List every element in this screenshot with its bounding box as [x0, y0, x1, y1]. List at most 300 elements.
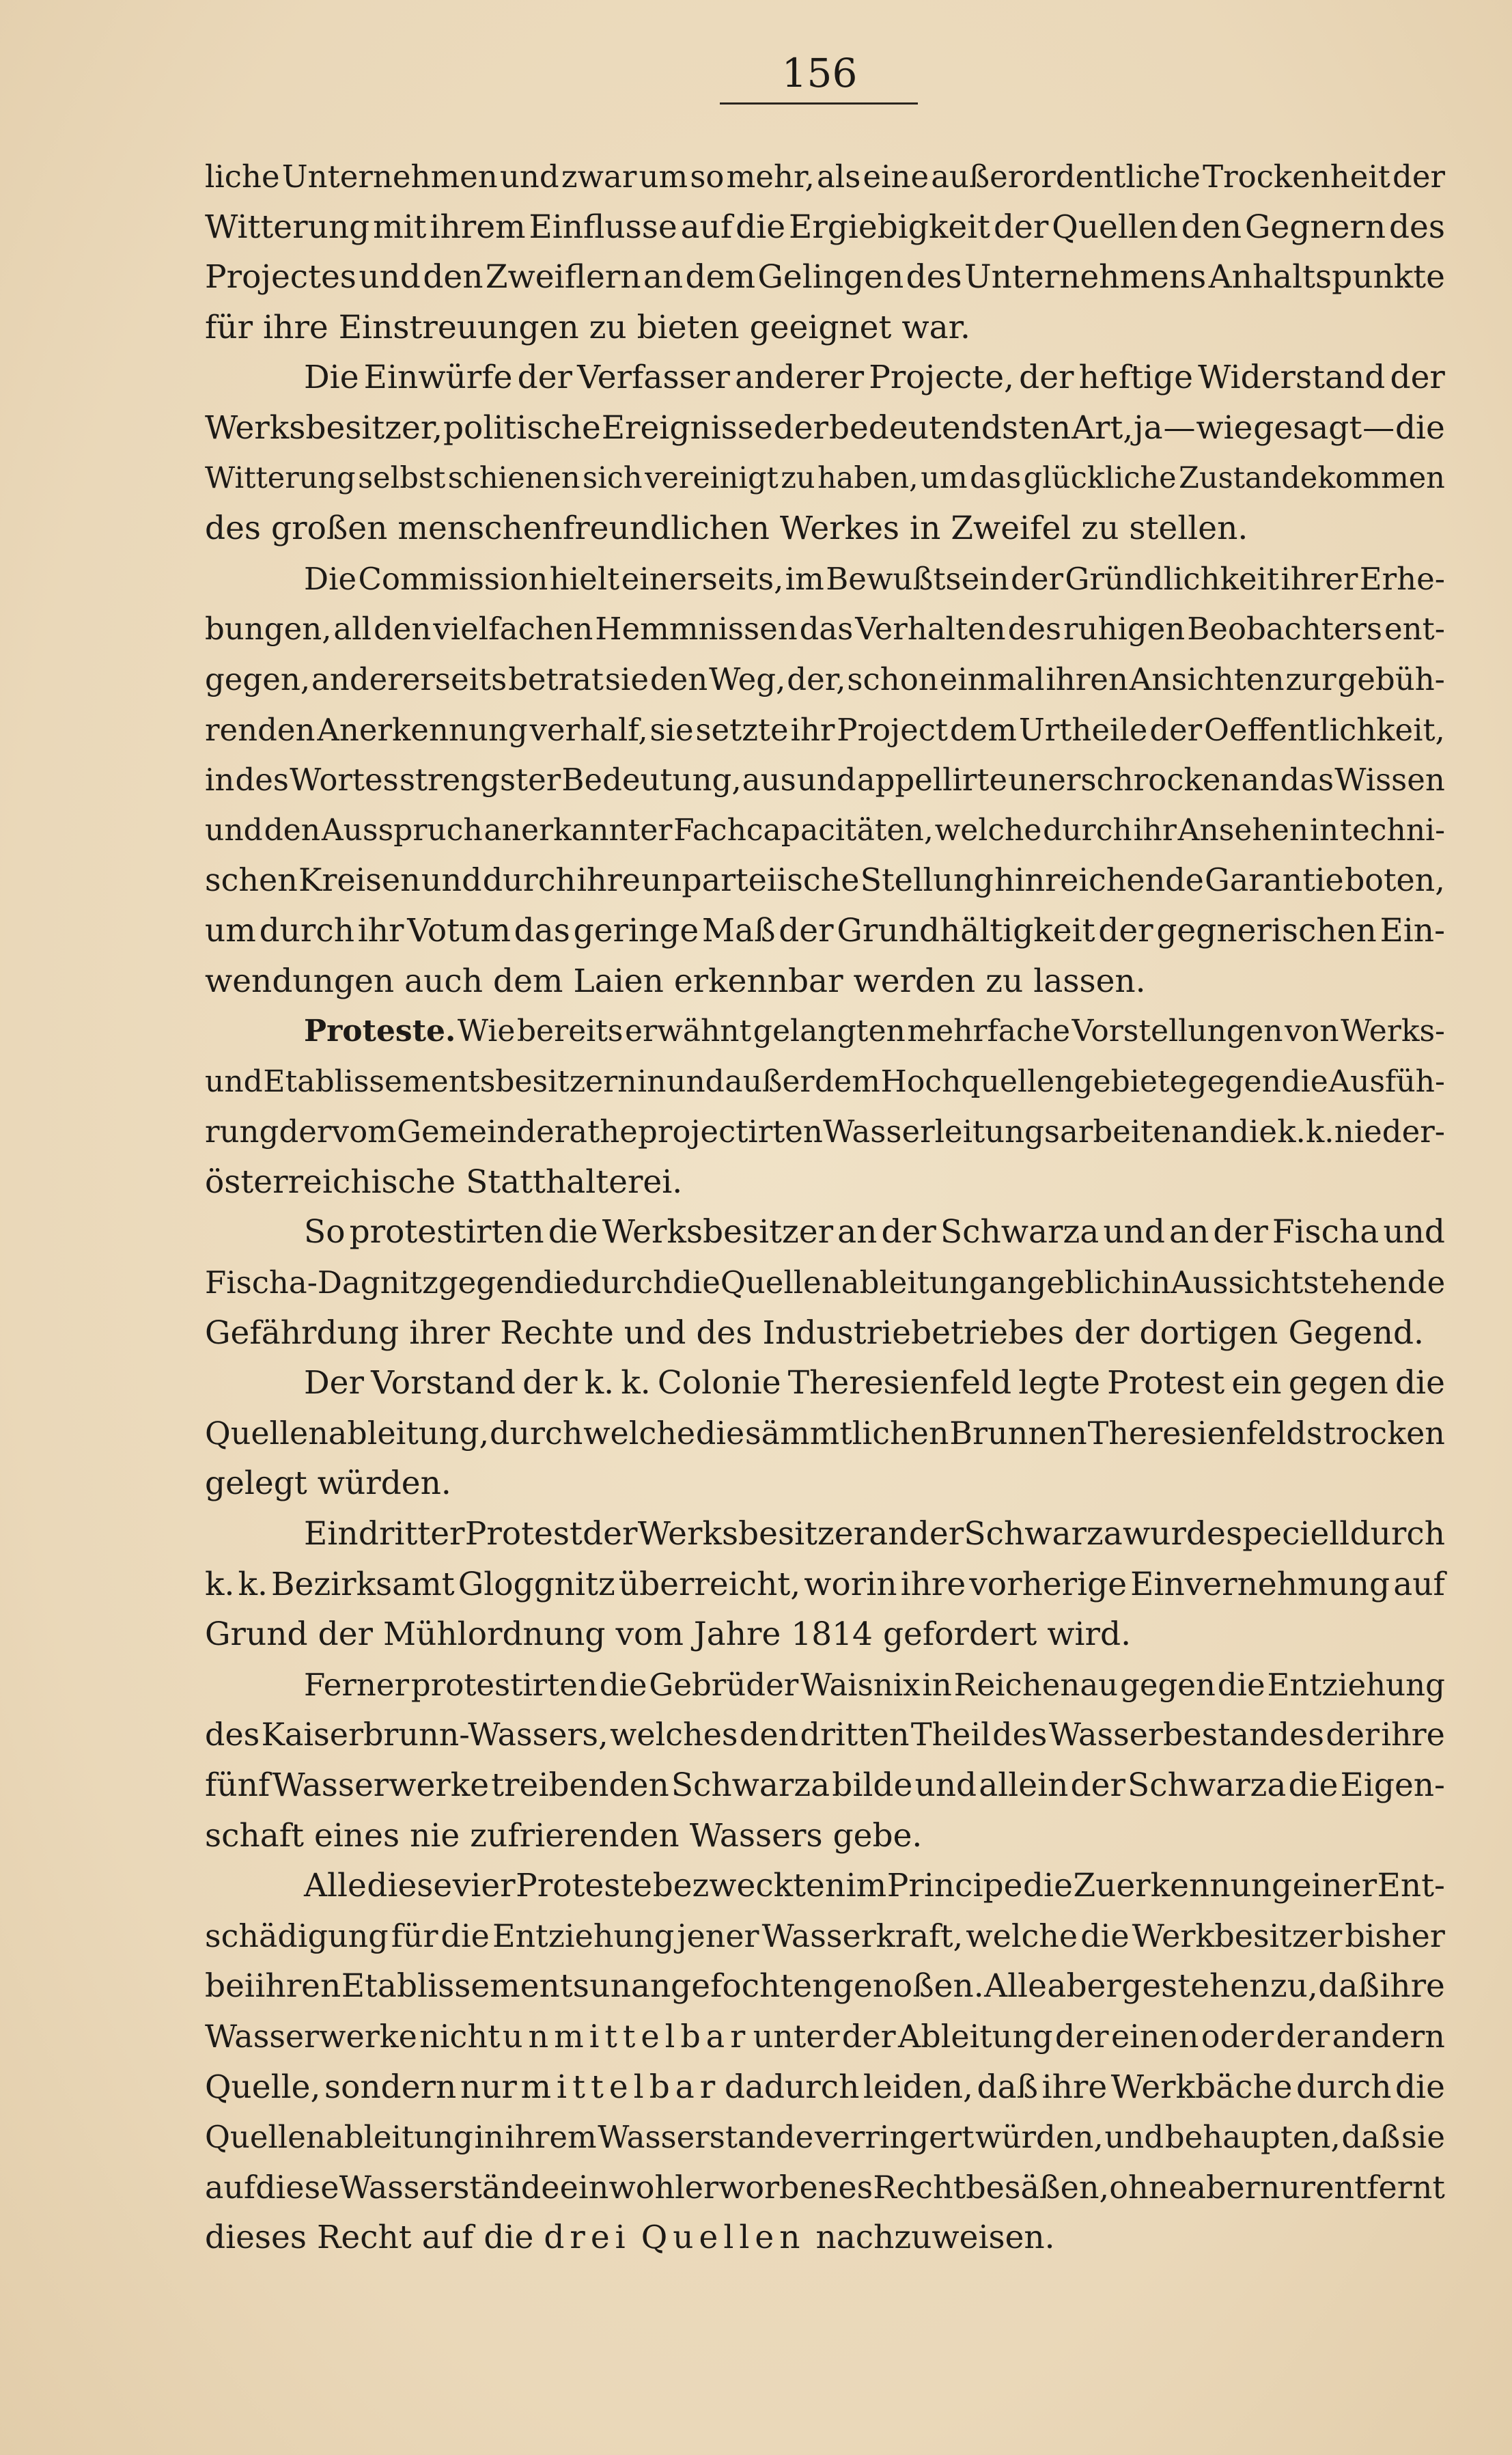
word: Eigen- — [1340, 1766, 1445, 1804]
word: schon — [847, 661, 938, 697]
word: Principe — [886, 1867, 1023, 1905]
word: ihre — [1381, 1716, 1445, 1753]
word: und — [796, 762, 856, 799]
word: der — [1054, 2017, 1109, 2055]
word: die — [1395, 2068, 1445, 2106]
word: um — [639, 158, 688, 195]
word: zu — [781, 460, 815, 495]
word: ihren — [1046, 661, 1128, 697]
word: der — [1213, 1213, 1268, 1251]
word: Unternehmen — [281, 158, 498, 195]
word: schen — [205, 861, 298, 899]
word: sie — [1401, 2119, 1445, 2156]
word: das — [799, 611, 854, 648]
word: Ein- — [1380, 911, 1445, 949]
word: des — [1007, 611, 1062, 648]
word: die — [1229, 1113, 1277, 1150]
word: einmal — [939, 661, 1045, 697]
word: unangefochten — [589, 1967, 833, 2006]
word: — — [1163, 408, 1196, 447]
word: nachzuweisen. — [815, 2219, 1055, 2257]
word: nie — [410, 1816, 460, 1855]
word: wendungen — [205, 962, 395, 1000]
word: gegnerischen — [1156, 911, 1377, 949]
word: Erhe- — [1359, 560, 1445, 597]
word: zu — [589, 308, 627, 346]
word: Werksbesitzer — [602, 1213, 834, 1251]
word: und — [914, 1766, 977, 1804]
word: des — [1388, 208, 1445, 246]
word: das — [970, 460, 1022, 495]
text-line — [205, 2012, 1445, 2062]
word: zur — [1285, 661, 1336, 697]
word: selbst — [358, 460, 446, 495]
word: Grundhältigkeit — [837, 911, 1095, 949]
word: der — [1074, 1314, 1130, 1352]
word: Ausspruch — [321, 812, 483, 848]
text-line — [205, 202, 1445, 253]
word: aber — [1187, 2168, 1260, 2206]
word: So — [304, 1213, 346, 1251]
word: Oeffentlichkeit, — [1204, 711, 1445, 748]
word: in — [910, 510, 941, 548]
word: Fischa-Dagnitz — [205, 1264, 438, 1301]
word: den — [649, 661, 708, 697]
text-line — [205, 1358, 1445, 1409]
word: einerseits, — [621, 560, 784, 597]
word: Zweiflern — [485, 258, 641, 296]
word: betrat — [508, 661, 604, 697]
word: lassen. — [1033, 962, 1146, 1000]
word: haben, — [817, 460, 919, 495]
word: gegen — [1120, 1666, 1216, 1703]
text-line — [205, 1660, 1445, 1710]
word: und — [499, 158, 559, 195]
word: Widerstand — [1198, 359, 1386, 397]
word: daß — [1341, 2119, 1401, 2156]
word: ein — [559, 2168, 609, 2206]
word: an — [1169, 1213, 1209, 1251]
word: Hochquellengebiete — [880, 1064, 1188, 1099]
text-line — [205, 303, 1445, 353]
word: die — [533, 1264, 582, 1301]
word: nur — [1259, 2168, 1316, 2206]
word: unerschrocken — [1008, 762, 1241, 799]
word: der — [773, 408, 829, 447]
word: in — [1140, 1264, 1171, 1301]
word: zwar — [561, 158, 637, 195]
word: gegen — [1188, 1064, 1281, 1099]
body-text — [205, 152, 1445, 2263]
word: Einflusse — [529, 208, 677, 246]
word: des — [992, 1716, 1048, 1753]
word: sich — [583, 460, 643, 495]
word: Recht — [317, 2219, 412, 2257]
word: Gefährdung — [205, 1314, 400, 1352]
word: all — [333, 611, 372, 648]
word: schädigung — [205, 1917, 389, 1954]
word: Ausfüh- — [1328, 1064, 1445, 1099]
word: nur — [460, 2068, 517, 2106]
word: strengster — [399, 762, 561, 799]
word: hielt — [549, 560, 620, 597]
word: gelangten — [753, 1014, 906, 1049]
word: Project — [837, 711, 949, 748]
word: zu, — [1270, 1967, 1318, 2006]
word: um — [921, 460, 968, 495]
word: mehrfache — [907, 1014, 1071, 1049]
word: den — [423, 258, 484, 296]
word: bilde — [832, 1766, 913, 1804]
word: Wasserwerke — [272, 1766, 490, 1804]
word: ihre — [576, 861, 641, 899]
word: behaupten, — [1164, 2119, 1341, 2156]
word: oder — [1201, 2017, 1274, 2055]
word: Gelingen — [757, 258, 904, 296]
word: unmittelbar — [502, 2017, 751, 2055]
word: Etablissementsbesitzern — [263, 1064, 637, 1099]
word: unter — [753, 2017, 840, 2055]
word: Anhaltspunkte — [1208, 258, 1445, 296]
word: Quellenableitung — [205, 2119, 473, 2156]
word: Werkes — [779, 510, 900, 548]
word: ja — [1134, 408, 1163, 447]
text-line — [205, 2163, 1445, 2213]
word: die — [548, 1213, 598, 1251]
word: bungen, — [205, 611, 332, 648]
word: ihre — [263, 308, 328, 346]
word: überreicht, — [618, 1565, 801, 1603]
word: eine — [863, 158, 929, 195]
word: zu — [985, 962, 1024, 1000]
word: die — [1217, 1666, 1265, 1703]
word: für — [391, 1917, 438, 1954]
word: Jahre — [693, 1615, 781, 1654]
word: Protest — [1107, 1364, 1225, 1402]
word: Wissen — [1334, 762, 1445, 799]
word: so — [690, 158, 725, 195]
word: geringe — [573, 911, 699, 949]
word: Maß — [701, 911, 776, 949]
word: k. — [621, 1364, 651, 1402]
word: welches — [610, 1716, 738, 1753]
page-number-rule — [720, 102, 918, 105]
word: durch — [482, 861, 576, 899]
word: heftige — [1078, 359, 1193, 397]
word: vielfachen — [433, 611, 593, 648]
word: Einstreuungen — [338, 308, 579, 346]
word: Urtheile — [1018, 711, 1148, 748]
text-line — [205, 1509, 1445, 1559]
text-line — [205, 1458, 1445, 1509]
text-line — [205, 654, 1445, 705]
word: sie — [649, 711, 694, 748]
word: dritter — [358, 1515, 465, 1553]
word: ihr — [790, 711, 835, 748]
word: Wie — [457, 1014, 516, 1049]
word: welche — [966, 1917, 1078, 1954]
word: einen — [1110, 2017, 1199, 2055]
word: Die — [304, 359, 359, 397]
word: erwähnt — [624, 1014, 752, 1049]
word: Kaiserbrunn-Wassers, — [261, 1716, 608, 1753]
word: ihre — [1380, 1967, 1445, 2006]
word: bezweckten — [652, 1867, 846, 1905]
word: Projectes — [205, 258, 356, 296]
word: glückliche — [1023, 460, 1177, 495]
word: und — [624, 1314, 686, 1352]
word: mit — [373, 208, 427, 246]
word: Proteste — [516, 1867, 653, 1905]
text-line — [205, 604, 1445, 654]
word: Gloggnitz — [458, 1565, 615, 1603]
word: jener — [677, 1917, 759, 1954]
word: ihrem — [505, 2119, 597, 2156]
word: andererseits — [311, 661, 507, 697]
word: der — [1019, 359, 1074, 397]
word: Werkbäche — [1110, 2068, 1293, 2106]
word: Wasserbestandes — [1048, 1716, 1324, 1753]
word: rung — [205, 1113, 279, 1150]
word: treibenden — [491, 1766, 669, 1804]
word: ein — [1231, 1364, 1282, 1402]
word: der — [318, 1615, 374, 1654]
text-line — [205, 2062, 1445, 2113]
word: k. — [238, 1565, 268, 1603]
word: genoßen. — [832, 1967, 984, 2006]
word: Wortes — [290, 762, 399, 799]
word: und — [421, 861, 482, 899]
word: Ein — [304, 1515, 359, 1553]
text-line — [205, 454, 1445, 504]
word: Einvernehmung — [1130, 1565, 1390, 1603]
word: würden, — [975, 2119, 1104, 2156]
word: die — [484, 2219, 534, 2257]
word: des — [696, 1314, 753, 1352]
word: der — [583, 1515, 638, 1553]
word: anderer — [735, 359, 865, 397]
word: und — [1383, 1213, 1445, 1251]
word: an — [837, 1213, 878, 1251]
word: und — [205, 1064, 263, 1099]
word: wie — [1196, 408, 1253, 447]
word: und — [205, 812, 263, 848]
word: die — [673, 1264, 720, 1301]
word: ruhigen — [1063, 611, 1186, 648]
word: der — [1390, 359, 1445, 397]
word: Laien — [573, 962, 664, 1000]
word: Alle — [984, 1967, 1047, 2006]
word: dieses — [205, 2219, 307, 2257]
word: von — [1284, 1014, 1339, 1049]
word: Ansichten — [1129, 661, 1285, 697]
word: gebe. — [832, 1816, 923, 1855]
word: und — [667, 1064, 725, 1099]
word: Art, — [1071, 408, 1134, 447]
word: Werks- — [1341, 1014, 1445, 1049]
word: Wasserstände — [339, 2168, 560, 2206]
word: gelegt — [205, 1465, 307, 1503]
word: Quellenableitung — [720, 1264, 989, 1301]
word: Industriebetriebes — [762, 1314, 1065, 1352]
word: Unternehmens — [964, 258, 1207, 296]
word: werden — [853, 962, 976, 1000]
text-line — [205, 956, 1445, 1007]
word: anerkannter — [484, 812, 673, 848]
word: speciell — [1226, 1515, 1350, 1553]
word: k. — [1305, 1113, 1334, 1150]
word: auf — [421, 2219, 474, 2257]
word: legte — [1018, 1364, 1100, 1402]
word: entfernt — [1315, 2168, 1445, 2206]
text-line — [205, 352, 1445, 403]
text-line — [205, 705, 1445, 755]
word: und — [1103, 1213, 1165, 1251]
word: Bezirksamt — [270, 1565, 455, 1603]
word: durch — [259, 911, 354, 949]
word: ihrer — [409, 1314, 490, 1352]
word: gegen — [1288, 1364, 1388, 1402]
word: im — [845, 1867, 887, 1905]
word: diese — [255, 2168, 339, 2206]
word: Alle — [304, 1867, 367, 1905]
word: sie — [604, 661, 649, 697]
word: ihr — [357, 911, 404, 949]
word: die — [1281, 1064, 1328, 1099]
word: den — [264, 812, 321, 848]
word: ihrem — [430, 208, 526, 246]
word: Wassers — [689, 1816, 823, 1855]
word: zu — [1081, 510, 1119, 548]
word: Grund — [205, 1615, 308, 1654]
word: unparteiische — [641, 861, 860, 899]
word: aus — [742, 762, 796, 799]
word: verhalf, — [529, 711, 648, 748]
word: besäßen, — [966, 2168, 1110, 2206]
word: den — [739, 1716, 799, 1753]
word: der — [1392, 158, 1445, 195]
word: großen — [271, 510, 388, 548]
word: Die — [304, 560, 357, 597]
word: in — [1309, 812, 1339, 848]
word: Verhalten — [855, 611, 1006, 648]
word: Gemeinderathe — [397, 1113, 638, 1150]
word: Anerkennung — [317, 711, 528, 748]
word: Votum — [407, 911, 511, 949]
word: das — [1280, 762, 1334, 799]
word: die — [440, 1917, 490, 1954]
word: bei — [205, 1967, 255, 2006]
text-line — [205, 1961, 1445, 2012]
word: des — [205, 1716, 260, 1753]
word: gefordert — [882, 1615, 1037, 1654]
word: in — [205, 762, 235, 799]
word: an — [869, 1515, 909, 1553]
text-line — [205, 252, 1445, 303]
text-line — [205, 755, 1445, 805]
word: im — [785, 560, 824, 597]
word: des — [205, 510, 262, 548]
word: Theil — [910, 1716, 991, 1753]
word: durch — [489, 1414, 583, 1452]
word: Wasserleitungsarbeiten — [823, 1113, 1191, 1150]
word: auch — [404, 962, 484, 1000]
word: für — [205, 308, 253, 346]
word: die — [1080, 1917, 1130, 1954]
text-line — [205, 2213, 1445, 2263]
word: setzte — [695, 711, 789, 748]
word: Fachcapacitäten, — [673, 812, 934, 848]
word: Protest — [464, 1515, 583, 1553]
text-line — [205, 1006, 1445, 1057]
word: Zweifel — [951, 510, 1072, 548]
word: wohlerworbenes — [608, 2168, 873, 2206]
word: bisher — [1345, 1917, 1445, 1954]
word: vorherige — [969, 1565, 1128, 1603]
word: bieten — [636, 308, 740, 346]
text-line — [205, 503, 1445, 554]
word: Wasserwerke — [205, 2017, 417, 2055]
word: Hemmnissen — [595, 611, 798, 648]
text-line — [205, 1559, 1445, 1610]
word: Werksbesitzer — [637, 1515, 869, 1553]
text-line — [205, 1409, 1445, 1459]
word: gestehen — [1121, 1967, 1270, 2006]
word: Weg, — [709, 661, 786, 697]
word: Werkbesitzer — [1132, 1917, 1343, 1954]
word: Trockenheit — [1203, 158, 1390, 195]
word: des — [906, 258, 962, 296]
text-line — [205, 2112, 1445, 2163]
word: durch — [581, 1264, 673, 1301]
word: Mühlordnung — [383, 1615, 606, 1654]
word: Zustandekommen — [1179, 460, 1445, 495]
word: in — [922, 1666, 952, 1703]
word: Entziehung — [1267, 1666, 1445, 1703]
word: der — [1098, 911, 1153, 949]
word: trocken — [1323, 1414, 1445, 1452]
word: Aussicht — [1171, 1264, 1304, 1301]
text-line — [205, 152, 1445, 202]
word: allein — [979, 1766, 1069, 1804]
text-line — [205, 906, 1445, 956]
word: aber — [1047, 1967, 1121, 2006]
text-line — [205, 1911, 1445, 1962]
word: Quellen — [641, 2219, 806, 2257]
word: um — [205, 911, 256, 949]
word: war. — [901, 308, 970, 346]
text-line — [205, 1811, 1445, 1861]
text-line — [205, 1258, 1445, 1308]
word: diese — [367, 1867, 453, 1905]
word: Einwürfe — [363, 359, 513, 397]
word: stellen. — [1129, 510, 1248, 548]
word: 1814 — [791, 1615, 873, 1654]
word: geeignet — [749, 308, 892, 346]
text-line — [205, 1107, 1445, 1157]
word: mehr, — [726, 158, 815, 195]
word: ihren — [255, 1967, 341, 2006]
word: als — [816, 158, 861, 195]
word: Stellung — [860, 861, 994, 899]
word: dadurch — [724, 2068, 860, 2106]
word: stehende — [1303, 1264, 1446, 1301]
word: den — [1181, 208, 1242, 246]
word: welche — [934, 812, 1042, 848]
word: Gründlichkeit — [1065, 560, 1279, 597]
word: leiden, — [863, 2068, 973, 2106]
word: Rechte — [500, 1314, 614, 1352]
